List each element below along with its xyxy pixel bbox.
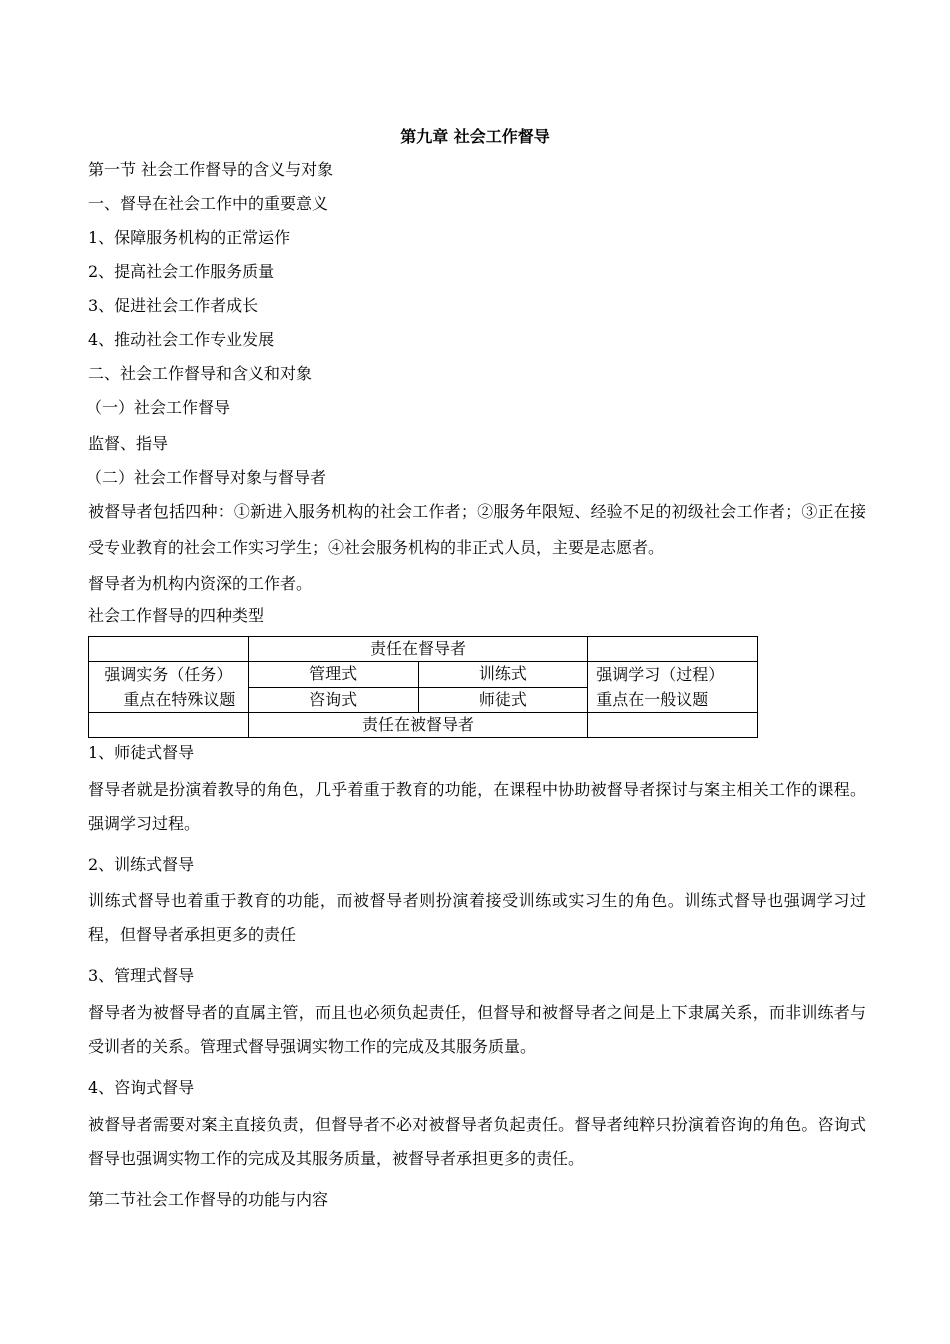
supervisees-paragraph: 被督导者包括四种：①新进入服务机构的社会工作者；②服务年限短、经验不足的初级社会工作者；③正在接受专业教育的社会工作实习学生；④社会服务机构的非正式人员，主要是志愿者。 xyxy=(88,502,866,557)
type-heading-consulting: 4、咨询式督导 xyxy=(88,1078,195,1097)
heading-importance: 一、督导在社会工作中的重要意义 xyxy=(88,194,329,213)
chapter-title: 第九章 社会工作督导 xyxy=(400,127,550,146)
table-cell-right xyxy=(588,662,758,713)
supervisors-text: 督导者为机构内资深的工作者。 xyxy=(88,574,313,593)
subheading-supervision: （一）社会工作督导 xyxy=(86,398,231,417)
type-heading-management: 3、管理式督导 xyxy=(88,966,195,985)
list-item: 1、保障服务机构的正常运作 xyxy=(88,228,291,247)
table-cell-top: 责任在督导者 xyxy=(248,637,587,662)
table-cell-empty xyxy=(89,637,249,662)
supervision-types-table xyxy=(88,636,758,738)
table-cell-left xyxy=(89,662,249,713)
left-label-line2: 重点在特殊议题 xyxy=(123,690,236,709)
section-2-heading: 第二节社会工作督导的功能与内容 xyxy=(88,1190,329,1209)
table-cell-empty xyxy=(588,637,758,662)
heading-meaning: 二、社会工作督导和含义和对象 xyxy=(88,364,313,383)
list-item: 2、提高社会工作服务质量 xyxy=(88,262,275,281)
table-cell-consulting: 咨询式 xyxy=(248,687,418,713)
table-cell-management: 管理式 xyxy=(248,662,418,688)
type-heading-training: 2、训练式督导 xyxy=(88,855,195,874)
list-item: 3、促进社会工作者成长 xyxy=(88,296,259,315)
types-heading: 社会工作督导的四种类型 xyxy=(88,606,265,625)
type-text-apprentice: 督导者就是扮演着教导的角色，几乎着重于教育的功能，在课程中协助被督导者探讨与案主相关工作的课程。强调学习过程。 xyxy=(88,780,866,833)
table-cell-training: 训练式 xyxy=(418,662,588,688)
subheading-objects: （二）社会工作督导对象与督导者 xyxy=(86,468,327,487)
table-cell-empty xyxy=(89,713,249,738)
type-text-training: 训练式督导也着重于教育的功能，而被督导者则扮演着接受训练或实习生的角色。训练式督导也强调学习过程，但督导者承担更多的责任 xyxy=(88,891,866,944)
right-label-line1: 强调学习（过程） xyxy=(596,665,725,684)
table-cell-apprentice: 师徒式 xyxy=(418,687,588,713)
right-label-line2: 重点在一般议题 xyxy=(596,690,709,709)
type-text-management: 督导者为被督导者的直属主管，而且也必须负起责任，但督导和被督导者之间是上下隶属关系，而非训练者与受训者的关系。管理式督导强调实物工作的完成及其服务质量。 xyxy=(88,1003,866,1056)
list-item: 4、推动社会工作专业发展 xyxy=(88,330,275,349)
table-cell-bottom: 责任在被督导者 xyxy=(248,713,587,738)
section-1-heading: 第一节 社会工作督导的含义与对象 xyxy=(88,160,334,179)
left-label-line1: 强调实务（任务） xyxy=(104,665,233,684)
table-cell-empty xyxy=(588,713,758,738)
type-heading-apprentice: 1、师徒式督导 xyxy=(88,743,195,762)
supervision-meaning: 监督、指导 xyxy=(88,434,169,453)
type-text-consulting: 被督导者需要对案主直接负责，但督导者不必对被督导者负起责任。督导者纯粹只扮演着咨询的角色。咨询式督导也强调实物工作的完成及其服务质量，被督导者承担更多的责任。 xyxy=(88,1115,866,1168)
